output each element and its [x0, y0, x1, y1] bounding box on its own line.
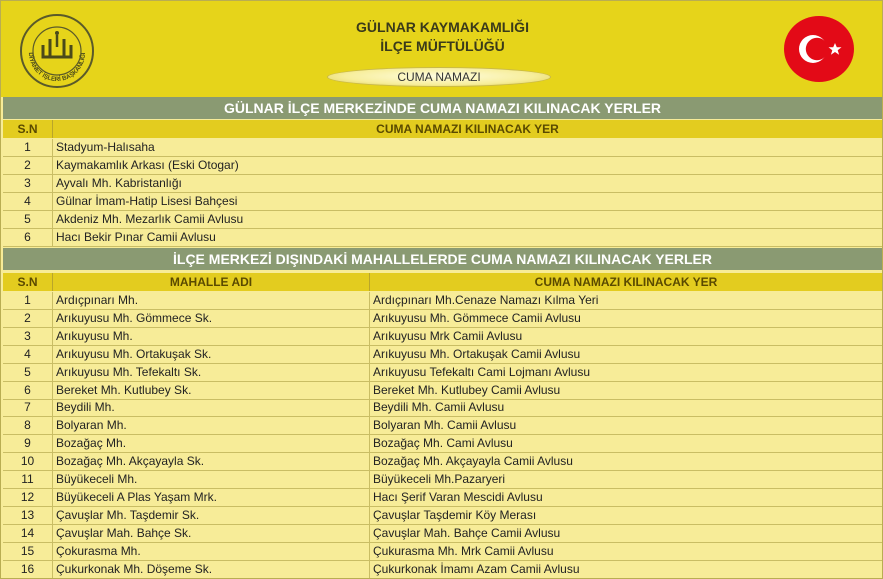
col-sn-header: S.N: [17, 122, 38, 136]
row-sn: 11: [21, 472, 34, 486]
row-mahalle: Arıkuyusu Mh. Tefekaltı Sk.: [52, 364, 369, 381]
row-sn: 2: [24, 310, 31, 325]
document-header: [1, 1, 883, 97]
row-place: Beydili Mh. Camii Avlusu: [369, 399, 882, 416]
row-sn: 8: [24, 418, 31, 433]
table-row: [3, 417, 882, 435]
col-place-header: CUMA NAMAZI KILINACAK YER: [52, 120, 882, 138]
table-row: [3, 310, 882, 328]
table-row: [3, 489, 882, 507]
row-place: Çukurkonak İmamı Azam Camii Avlusu: [369, 561, 882, 578]
row-sn: 15: [20, 543, 35, 558]
table-row: [3, 292, 882, 310]
cuma-namazi-label: CUMA NAMAZI: [327, 67, 551, 87]
row-sn: 9: [24, 436, 31, 451]
row-sn: 10: [20, 454, 35, 469]
row-sn: 6: [24, 382, 31, 397]
row-sn: 14: [20, 525, 35, 540]
table-row: [3, 399, 882, 417]
row-mahalle: Bozağaç Mh.: [52, 435, 369, 452]
row-place: Stadyum-Halısaha: [52, 139, 882, 156]
page-title: GÜLNAR KAYMAKAMLIĞI: [356, 19, 529, 35]
row-sn: 12: [20, 489, 35, 504]
row-place: Bolyaran Mh. Camii Avlusu: [369, 417, 882, 434]
table-row: [3, 157, 882, 175]
row-place: Çavuşlar Mah. Bahçe Camii Avlusu: [369, 525, 882, 542]
col-mahalle-header: MAHALLE ADI: [52, 273, 369, 291]
row-mahalle: Bereket Mh. Kutlubey Sk.: [52, 382, 369, 399]
table-row: [3, 561, 882, 579]
row-place: Bozağaç Mh. Cami Avlusu: [369, 435, 882, 452]
turkish-flag-icon: [783, 15, 855, 83]
row-mahalle: Beydili Mh.: [52, 399, 369, 416]
row-mahalle: Arıkuyusu Mh. Ortakuşak Sk.: [52, 346, 369, 363]
page-subtitle: İLÇE MÜFTÜLÜĞÜ: [380, 38, 505, 54]
table-row: [3, 507, 882, 525]
row-place: Akdeniz Mh. Mezarlık Camii Avlusu: [52, 211, 882, 228]
section1-column-header: [3, 120, 882, 138]
row-sn: 1: [24, 140, 31, 154]
row-place: Gülnar İmam-Hatip Lisesi Bahçesi: [52, 193, 882, 210]
row-sn: 3: [24, 328, 31, 343]
row-mahalle: Çavuşlar Mah. Bahçe Sk.: [52, 525, 369, 542]
row-place: Arıkuyusu Mrk Camii Avlusu: [369, 328, 882, 345]
table-row: [3, 435, 882, 453]
row-place: Bereket Mh. Kutlubey Camii Avlusu: [369, 382, 882, 399]
row-place: Çukurasma Mh. Mrk Camii Avlusu: [369, 543, 882, 560]
table-row: [3, 229, 882, 247]
row-sn: 13: [20, 507, 35, 522]
row-sn: 3: [24, 176, 31, 190]
row-mahalle: Arıkuyusu Mh.: [52, 328, 369, 345]
table-row: [3, 525, 882, 543]
row-sn: 1: [24, 293, 31, 307]
row-place: Hacı Şerif Varan Mescidi Avlusu: [369, 489, 882, 506]
row-mahalle: Ardıçpınarı Mh.: [52, 292, 369, 309]
row-mahalle: Büyükeceli A Plas Yaşam Mrk.: [52, 489, 369, 506]
section1-title: GÜLNAR İLÇE MERKEZİNDE CUMA NAMAZI KILINACAK YERLER: [3, 97, 882, 119]
row-place: Arıkuyusu Mh. Ortakuşak Camii Avlusu: [369, 346, 882, 363]
row-mahalle: Bozağaç Mh. Akçayayla Sk.: [52, 453, 369, 470]
section2-title: İLÇE MERKEZİ DIŞINDAKİ MAHALLELERDE CUMA NAMAZI KILINACAK YERLER: [3, 248, 882, 270]
table-row: [3, 346, 882, 364]
row-sn: 2: [24, 158, 31, 172]
section2-column-header: [3, 273, 882, 291]
logo-text: DİYANET İŞLERİ BAŞKANLIĞI: [26, 52, 88, 84]
row-mahalle: Bolyaran Mh.: [52, 417, 369, 434]
row-sn: 6: [24, 230, 31, 244]
row-place: Hacı Bekir Pınar Camii Avlusu: [52, 229, 882, 246]
row-mahalle: Çokurasma Mh.: [52, 543, 369, 560]
row-sn: 4: [24, 346, 31, 361]
table-row: [3, 175, 882, 193]
table-row: [3, 382, 882, 400]
row-place: Ayvalı Mh. Kabristanlığı: [52, 175, 882, 192]
row-place: Bozağaç Mh. Akçayayla Camii Avlusu: [369, 453, 882, 470]
row-sn: 5: [24, 364, 31, 379]
row-mahalle: Çukurkonak Mh. Döşeme Sk.: [52, 561, 369, 578]
table-row: [3, 328, 882, 346]
row-sn: 16: [20, 561, 35, 576]
table-row: [3, 543, 882, 561]
table-row: [3, 193, 882, 211]
col-sn-header: S.N: [17, 275, 38, 289]
row-sn: 7: [24, 400, 31, 415]
row-sn: 5: [24, 212, 31, 226]
row-mahalle: Büyükeceli Mh.: [52, 471, 369, 488]
table-row: [3, 453, 882, 471]
row-mahalle: Arıkuyusu Mh. Gömmece Sk.: [52, 310, 369, 327]
row-place: Arıkuyusu Mh. Gömmece Camii Avlusu: [369, 310, 882, 327]
table-row: [3, 364, 882, 382]
row-sn: 4: [24, 194, 31, 208]
row-place: Kaymakamlık Arkası (Eski Otogar): [52, 157, 882, 174]
row-place: Büyükeceli Mh.Pazaryeri: [369, 471, 882, 488]
row-place: Arıkuyusu Tefekaltı Cami Lojmanı Avlusu: [369, 364, 882, 381]
row-mahalle: Çavuşlar Mh. Taşdemir Sk.: [52, 507, 369, 524]
col-place-header: CUMA NAMAZI KILINACAK YER: [369, 273, 882, 291]
row-place: Ardıçpınarı Mh.Cenaze Namazı Kılma Yeri: [369, 292, 882, 309]
table-row: [3, 211, 882, 229]
table-row: [3, 139, 882, 157]
table-row: [3, 471, 882, 489]
row-place: Çavuşlar Taşdemir Köy Merası: [369, 507, 882, 524]
